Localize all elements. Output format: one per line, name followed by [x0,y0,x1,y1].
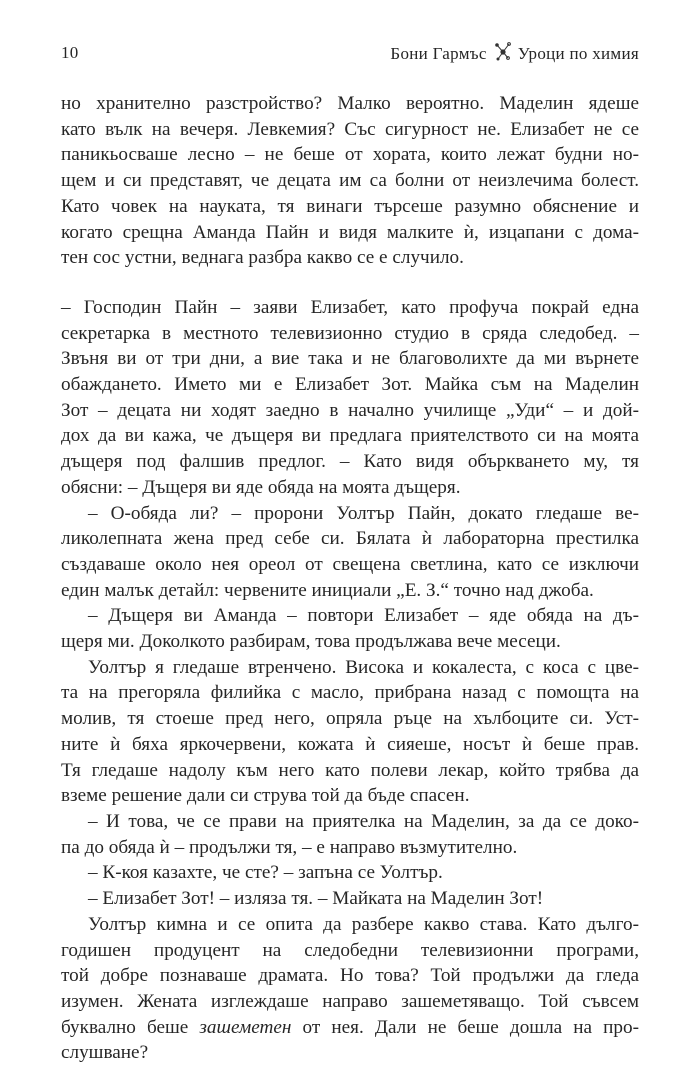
text-line: ните ѝ бяха яркочервени, кожата ѝ сияеше, носът ѝ беше прав. [61,733,639,755]
section-gap [61,271,639,295]
text-line: паникьосваше лесно – не беше от хората, които лежат будни но- [61,144,639,166]
text-segment: от нея. Дали не беше дошла на про- [291,1016,640,1038]
text-line: та на прегоряла филийка с масло, прибрана назад с помощта на [61,682,639,704]
running-head [390,43,639,65]
body-text [61,91,639,1066]
text-line: но хранително разстройство? Малко вероятно. Маделин ядеше [61,93,639,114]
text-line: когато срещна Аманда Пайн и видя малките ѝ, изцапани с дома- [61,221,639,243]
molecule-ornament-icon [493,40,513,62]
text-line: Уолтър кимна и се опита да разбере какво става. Като дълго- [88,913,639,935]
text-line: вземе решение дали си струва той да бъде спасен. [61,785,470,807]
paragraph [61,295,639,501]
book-title: Уроци по химия [517,44,639,63]
author-name: Бони Гармъс [390,44,487,63]
text-line: секретарка в местното телевизионно студио в сряда следобед. – [61,322,639,344]
text-line: – Господин Пайн – заяви Елизабет, като профуча покрай една [61,296,639,318]
text-line: Звъня ви от три дни, а вие така и не благоволихте да ми върнете [61,348,639,370]
text-line [61,1015,639,1041]
text-segment: буквално беше [61,1016,200,1038]
text-line: слушване? [61,1042,149,1064]
text-line: – К-коя казахте, че сте? – запъна се Уолтър. [88,862,443,884]
text-line: – Дъщеря ви Аманда – повтори Елизабет – яде обяда на дъ- [88,605,639,627]
text-line: обаждането. Името ми е Елизабет Зот. Майка съм на Маделин [61,374,639,396]
running-header [61,40,639,72]
text-line: Зот – децата ни ходят заедно в начално училище „Уди“ – и дой- [61,399,639,421]
text-line: като вълк на вечеря. Левкемия? Със сигурност не. Елизабет не се [61,118,639,140]
text-line: Уолтър я гледаше втренчено. Висока и кокалеста, с коса с цве- [88,656,639,678]
text-line: тен сос устни, веднага разбра какво се е случило. [61,247,464,269]
text-line: ликолепната жена пред себе си. Бялата ѝ лабораторна престилка [61,528,639,550]
paragraph [61,912,639,1066]
paragraph [61,886,639,912]
paragraph [61,501,639,604]
italic-word: зашеметен [199,1016,292,1038]
paragraph [61,91,639,271]
text-line: обясни: – Дъщеря ви яде обяда на моята дъщеря. [61,476,461,498]
text-line: дъщеря под фалшив предлог. – Като видя объркването му, тя [61,451,639,473]
text-line: дох да ви кажа, че дъщеря ви предлага приятелството си на моята [61,425,639,447]
text-line: щем и си представят, че децата им са болни от неизлечима болест. [61,170,639,192]
text-line: – Елизабет Зот! – изляза тя. – Майката на Маделин Зот! [88,888,544,910]
text-line: създаваше около нея ореол от свещена светлина, като се изключи [61,553,639,575]
text-line: молив, тя стоеше пред него, опряла ръце на хълбоците си. Уст- [61,708,639,730]
text-line: па до обяда ѝ – продължи тя, – е направо възмутително. [61,836,518,858]
paragraph [61,860,639,886]
paragraph [61,655,639,809]
paragraph [61,603,639,654]
text-line: той добре познаваше драмата. Но това? Той продължи да гледа [61,965,639,987]
text-line: годишен продуцент на следобедни телевизионни програми, [61,939,639,961]
text-line: изумен. Жената изглеждаше направо зашеметяващо. Той съвсем [61,990,639,1012]
page-number: 10 [61,43,79,62]
text-line: – И това, че се прави на приятелка на Маделин, за да се доко- [88,810,639,832]
paragraph [61,809,639,860]
text-line: щеря ми. Доколкото разбирам, това продължава вече месеци. [61,631,561,653]
text-line: Като човек на науката, тя винаги търсеше разумно обяснение и [61,195,639,217]
text-line: – О-обяда ли? – пророни Уолтър Пайн, докато гледаше ве- [88,502,639,524]
text-line: един малък детайл: червените инициали „Е. З.“ точно над джоба. [61,579,594,601]
text-line: Тя гледаше надолу към него като полеви лекар, който трябва да [61,759,639,781]
